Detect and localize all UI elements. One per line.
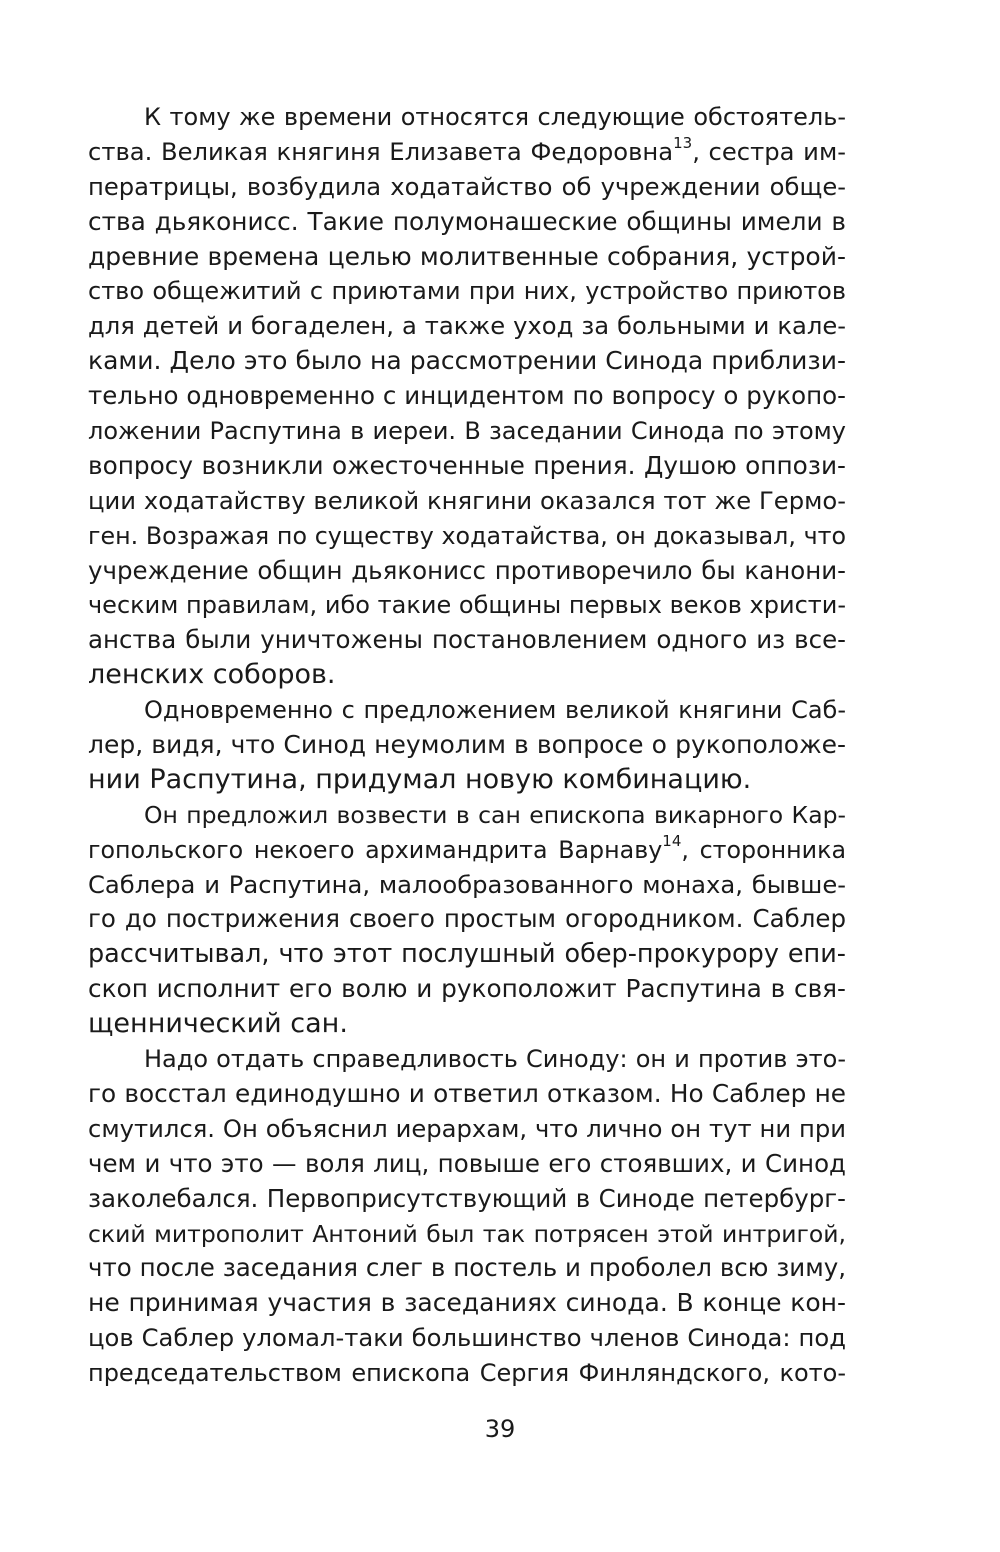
- text-line: учреждение общин дьяконисс противоречило бы канони-: [88, 555, 846, 585]
- text-line: нии Распутина, придумал новую комбинацию.: [88, 763, 752, 795]
- footnote-marker[interactable]: 13: [673, 133, 693, 152]
- footnote-marker[interactable]: 14: [662, 831, 682, 850]
- text-line: [88, 833, 846, 868]
- text-line: рассчитывал, что этот послушный обер-прокурору епи-: [88, 939, 846, 970]
- text-fragment: , сестра им-: [692, 136, 846, 166]
- text-line: не принимая участия в заседаниях синода. В конце кон-: [88, 1288, 846, 1318]
- text-line: древние времена целью молитвенные собрания, устрой-: [88, 241, 846, 271]
- text-line: для детей и богаделен, а также уход за больными и кале-: [88, 311, 846, 341]
- text-line: ложении Распутина в иереи. В заседании Синода по этому: [88, 417, 846, 446]
- text-line: Саблера и Распутина, малообразованного монаха, бывше-: [88, 869, 846, 899]
- text-line: ский митрополит Антоний был так потрясен этой интригой,: [88, 1219, 846, 1248]
- text-line: Надо отдать справедливость Синоду: он и против это-: [144, 1045, 846, 1074]
- text-line: [88, 135, 846, 170]
- text-line: ство общежитий с приютами при них, устройство приютов: [88, 277, 846, 306]
- text-line: ген. Возражая по существу ходатайства, он доказывал, что: [88, 521, 846, 550]
- text-line: тельно одновременно с инцидентом по вопросу о рукопо-: [88, 381, 846, 411]
- text-line: ческим правилам, ибо такие общины первых веков христи-: [88, 591, 846, 620]
- text-line: го до пострижения своего простым огородником. Саблер: [88, 904, 846, 934]
- text-line: скоп исполнит его волю и рукоположит Распутина в свя-: [88, 974, 846, 1004]
- text-line: заколебался. Первоприсутствующий в Синоде петербург-: [88, 1183, 846, 1213]
- text-line: К тому же времени относятся следующие обстоятель-: [144, 103, 846, 131]
- text-line: ства дьяконисс. Такие полумонашеские общины имели в: [88, 206, 846, 236]
- body-text: [88, 100, 846, 1391]
- text-line: ции ходатайству великой княгини оказался тот же Гермо-: [88, 485, 846, 515]
- page-number: 39: [484, 1415, 516, 1443]
- text-fragment: гопольского некоего архимандрита Варнаву: [88, 835, 663, 864]
- text-line: Он предложил возвести в сан епископа викарного Кар-: [144, 800, 846, 829]
- text-line: ками. Дело это было на рассмотрении Синода приблизи-: [88, 346, 846, 376]
- text-line: лер, видя, что Синод неумолим в вопросе о рукоположе-: [88, 730, 846, 760]
- text-line: чем и что это — воля лиц, повыше его стоявших, и Синод: [88, 1148, 846, 1178]
- text-line: цов Саблер уломал-таки большинство членов Синода: под: [88, 1323, 846, 1353]
- text-line: ператрицы, возбудила ходатайство об учреждении обще-: [88, 171, 846, 201]
- text-line: щеннический сан.: [88, 1008, 348, 1040]
- text-line: го восстал единодушно и ответил отказом. Но Саблер не: [88, 1078, 846, 1108]
- text-fragment: ства. Великая княгиня Елизавета Федоровна: [88, 136, 674, 166]
- text-line: вопросу возникли ожесточенные прения. Душою оппози-: [88, 450, 846, 480]
- text-line: анства были уничтожены постановлением одного из все-: [88, 625, 846, 655]
- text-line: ленских соборов.: [88, 659, 336, 691]
- text-line: смутился. Он объяснил иерархам, что лично он тут ни при: [88, 1113, 846, 1143]
- text-fragment: , сторонника: [681, 835, 846, 864]
- text-line: что после заседания слег в постель и проболел всю зиму,: [88, 1253, 846, 1283]
- text-line: Одновременно с предложением великой княгини Саб-: [144, 696, 846, 725]
- text-line: председательством епископа Сергия Финляндского, кото-: [88, 1359, 846, 1388]
